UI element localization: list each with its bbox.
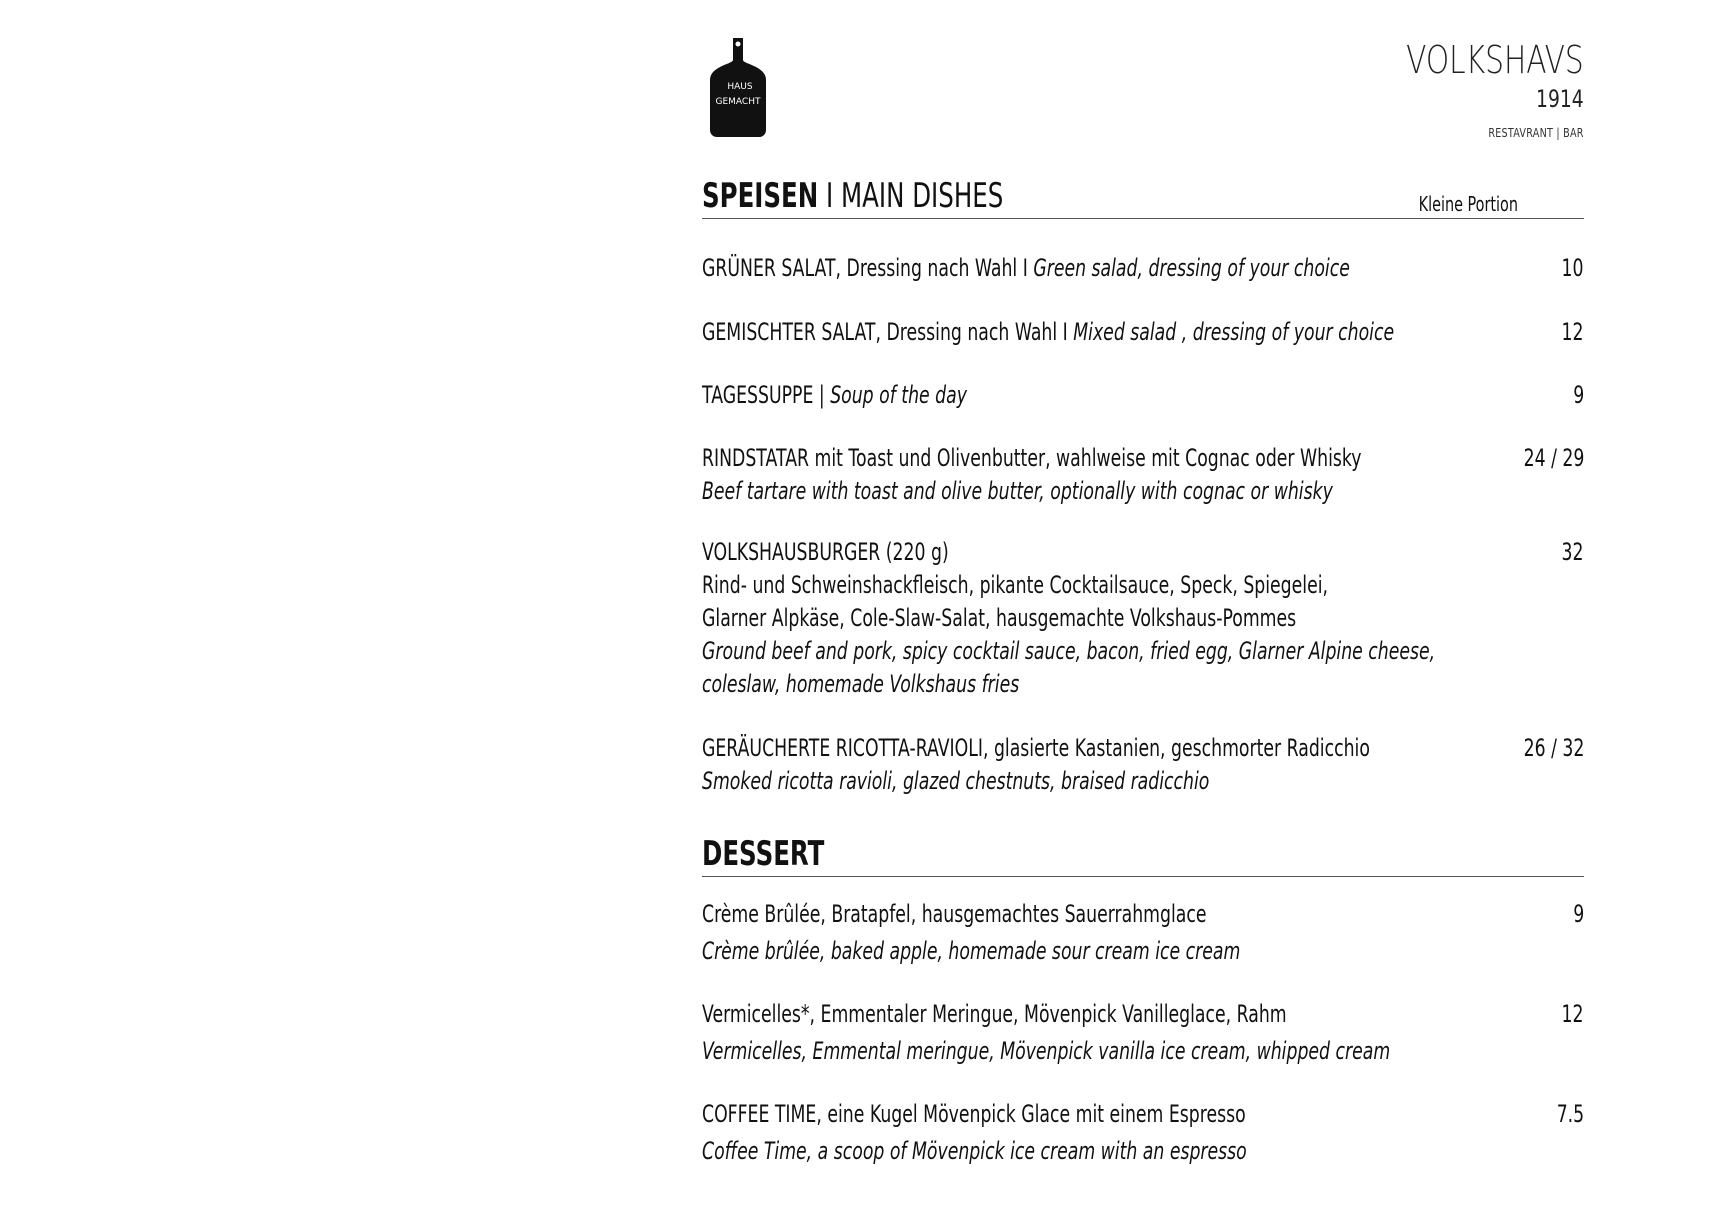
item-price: 12	[1562, 318, 1584, 346]
brand-name: VOLKSHAVS	[1406, 38, 1584, 82]
bottle-board-logo-icon	[710, 36, 766, 138]
main-dishes-title: SPEISEN I MAIN DISHES	[702, 176, 1004, 216]
menu-item-ravioli: GERÄUCHERTE RICOTTA-RAVIOLI, glasierte Kastanien, geschmorter Radicchio Smoked ricotta ravioli, glazed chestnuts, braised radicchio 26 / 32	[702, 734, 1584, 795]
dessert-header	[702, 834, 1584, 877]
menu-item-beef-tartare: RINDSTATAR mit Toast und Olivenbutter, wahlweise mit Cognac oder Whisky Beef tartare with toast and olive butter, optionally with cognac or whisky 24 / 29	[702, 444, 1584, 505]
portion-label: Kleine Portion	[1418, 192, 1518, 216]
item-price: 7.5	[1556, 1100, 1584, 1128]
menu-item-mixed-salad: GEMISCHTER SALAT, Dressing nach Wahl I Mixed salad , dressing of your choice 12	[702, 316, 1584, 349]
main-dishes-header	[702, 176, 1584, 219]
menu-item-green-salad: GRÜNER SALAT, Dressing nach Wahl I Green salad, dressing of your choice 10	[702, 252, 1584, 285]
item-price: 26 / 32	[1523, 734, 1584, 762]
logo-text-haus: HAUS	[727, 82, 753, 92]
item-price: 10	[1562, 254, 1584, 282]
item-price: 12	[1562, 1000, 1584, 1028]
dessert-title: DESSERT	[702, 834, 825, 874]
item-price: 32	[1562, 538, 1584, 566]
dessert-item-vermicelles: Vermicelles*, Emmentaler Meringue, Mövenpick Vanilleglace, Rahm Vermicelles, Emmental meringue, Mövenpick vanilla ice cream, whipped cream 12	[702, 1000, 1584, 1065]
item-price: 24 / 29	[1523, 444, 1584, 472]
menu-item-burger: VOLKSHAUSBURGER (220 g) Rind- und Schweinshackfleisch, pikante Cocktailsauce, Speck, Spiegelei, Glarner Alpkäse, Cole-Slaw-Salat, hausgemachte Volkshaus-Pommes Ground beef and pork, spicy cocktail sauce, bacon, fried egg, Glarner Alpine cheese, coleslaw, homemade Volkshaus fries 32	[702, 538, 1584, 698]
brand-year: 1914	[1536, 85, 1584, 113]
brand-block	[1356, 36, 1584, 140]
logo-text-gemacht: GEMACHT	[715, 97, 761, 107]
dessert-item-creme-brulee: Crème Brûlée, Bratapfel, hausgemachtes Sauerrahmglace Crème brûlée, baked apple, homemade sour cream ice cream 9	[702, 900, 1584, 965]
item-price: 9	[1572, 381, 1584, 409]
brand-subtitle: RESTAVRANT | BAR	[1488, 126, 1584, 140]
menu-page	[702, 0, 1584, 1218]
menu-item-soup: TAGESSUPPE | Soup of the day 9	[702, 379, 1584, 412]
dessert-item-coffee-time: COFFEE TIME, eine Kugel Mövenpick Glace mit einem Espresso Coffee Time, a scoop of Mövenpick ice cream with an espresso 7.5	[702, 1100, 1584, 1165]
item-price: 9	[1572, 900, 1584, 928]
